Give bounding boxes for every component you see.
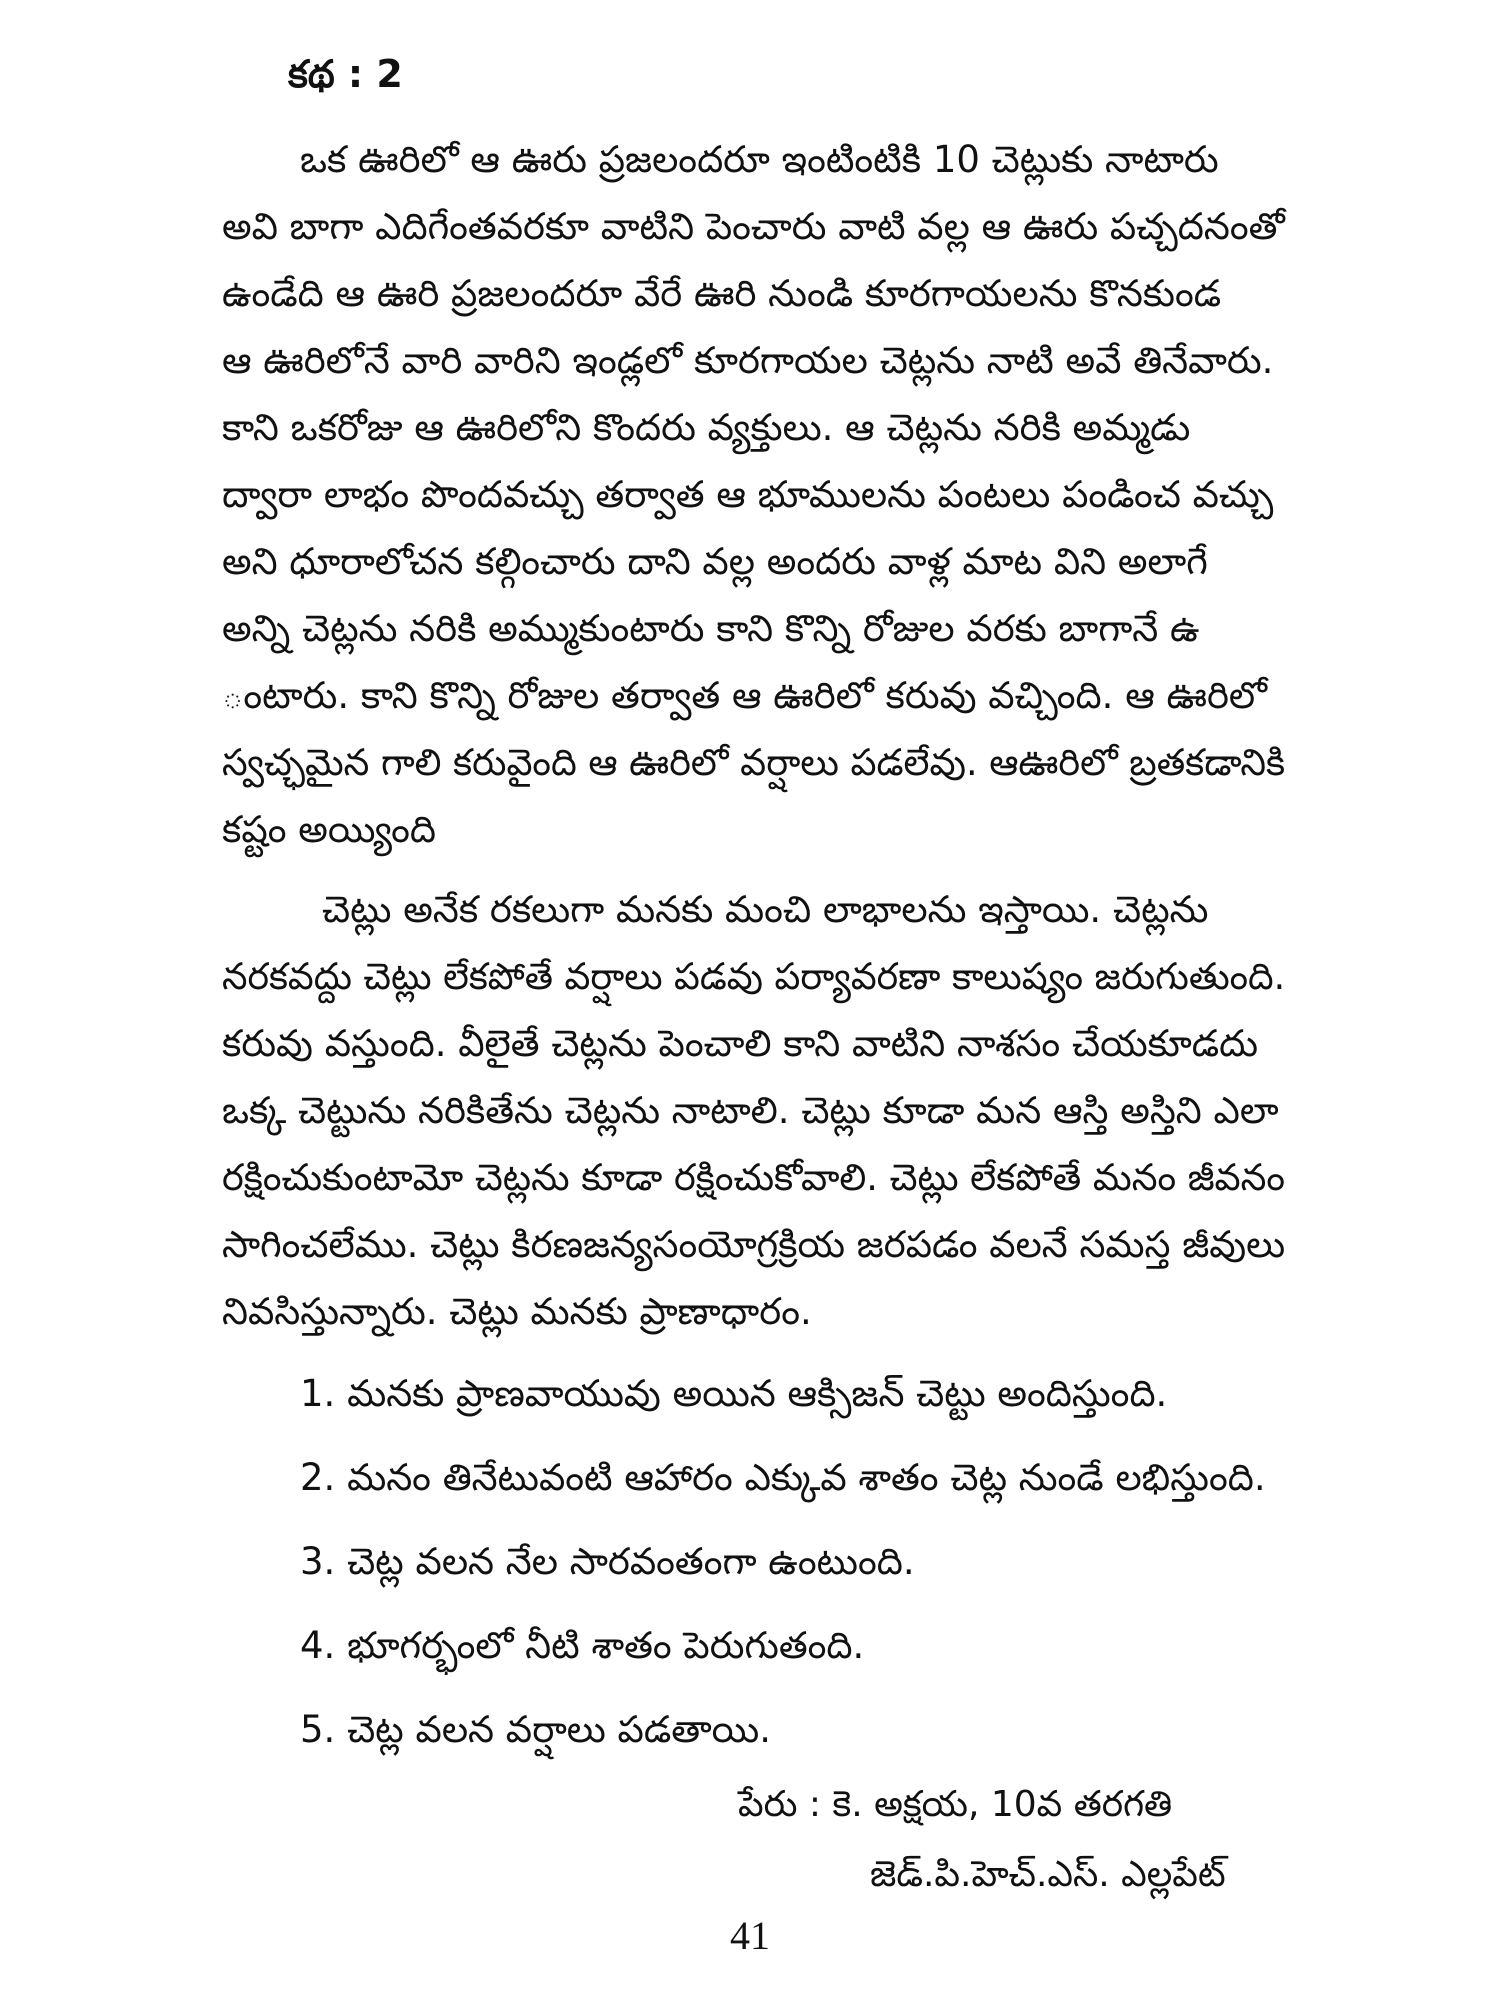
- paragraph-2-line: నివసిస్తున్నారు. చెట్లు మనకు ప్రాణాధారం.: [222, 1290, 812, 1333]
- list-item: 3. చెట్ల వలన నేల సారవంతంగా ఉంటుంది.: [300, 1540, 915, 1583]
- paragraph-2-line: నరకవద్దు చెట్లు లేకపోతే వర్షాలు పడవు పర్యావరణా కాలుష్యం జరుగుతుంది.: [222, 955, 1286, 998]
- list-item: 2. మనం తినేటువంటి ఆహారం ఎక్కువ శాతం చెట్ల నుండే లభిస్తుంది.: [300, 1456, 1266, 1499]
- paragraph-1-line: అన్ని చెట్లను నరికి అమ్ముకుంటారు కాని కొన్ని రోజుల వరకు బాగానే ఉ: [222, 607, 1200, 650]
- author-name-line: పేరు : కె. అక్షయ, 10వ తరగతి: [738, 1784, 1173, 1825]
- page-number: 41: [730, 1913, 770, 1958]
- paragraph-1-line: అవి బాగా ఎదిగేంతవరకూ వాటిని పెంచారు వాటి వల్ల ఆ ఊరు పచ్చదనంతో: [222, 205, 1285, 248]
- paragraph-1-line: ఒక ఊరిలో ఆ ఊరు ప్రజలందరూ ఇంటింటికి 10 చెట్లుకు నాటారు: [300, 138, 1219, 181]
- paragraph-1-line: ఉండేది ఆ ఊరి ప్రజలందరూ వేరే ఊరి నుండి కూరగాయలను కొనకుండ: [222, 272, 1222, 315]
- paragraph-1-line: కాని ఒకరోజు ఆ ఊరిలోని కొందరు వ్యక్తులు. ఆ చెట్లను నరికి అమ్మడు: [222, 406, 1191, 449]
- paragraph-2-line: సాగించలేము. చెట్లు కిరణజన్యసంయోగ్రక్రియ జరపడం వలనే సమస్త జీవులు: [222, 1223, 1286, 1266]
- list-item: 4. భూగర్భంలో నీటి శాతం పెరుగుతంది.: [300, 1624, 865, 1667]
- paragraph-1-line: కష్టం అయ్యింది: [222, 808, 437, 851]
- paragraph-2-line: చెట్లు అనేక రకలుగా మనకు మంచి లాభాలను ఇస్తాయి. చెట్లను: [322, 888, 1209, 931]
- list-item: 1. మనకు ప్రాణవాయువు అయిన ఆక్సిజన్ చెట్టు అందిస్తుంది.: [300, 1372, 1168, 1415]
- paragraph-1-line: ఆ ఊరిలోనే వారి వారిని ఇండ్లలో కూరగాయల చెట్లను నాటి అవే తినేవారు.: [222, 339, 1274, 382]
- paragraph-2-line: ఒక్క చెట్టును నరికితేను చెట్లను నాటాలి. చెట్లు కూడా మన ఆస్తి అస్తిని ఎలా: [222, 1089, 1279, 1132]
- paragraph-1-line: ద్వారా లాభం పొందవచ్చు తర్వాత ఆ భూములను పంటలు పండించ వచ్చు: [222, 473, 1274, 516]
- paragraph-2-line: కరువు వస్తుంది. వీలైతే చెట్లను పెంచాలి కాని వాటిని నాశసం చేయకూడదు: [222, 1022, 1258, 1065]
- list-item: 5. చెట్ల వలన వర్షాలు పడతాయి.: [300, 1708, 772, 1751]
- story-heading: కథ : 2: [288, 52, 403, 96]
- school-name-line: జెడ్.పి.హెచ్.ఎస్. ఎల్లపేట్: [870, 1854, 1226, 1895]
- paragraph-1-line: ంటారు. కాని కొన్ని రోజుల తర్వాత ఆ ఊరిలో కరువు వచ్చింది. ఆ ఊరిలో: [222, 674, 1268, 717]
- paragraph-2-line: రక్షించుకుంటామో చెట్లను కూడా రక్షించుకోవాలి. చెట్లు లేకపోతే మనం జీవనం: [222, 1156, 1285, 1199]
- paragraph-1-line: స్వచ్ఛమైన గాలి కరువైంది ఆ ఊరిలో వర్షాలు పడలేవు. ఆఊరిలో బ్రతకడానికి: [222, 741, 1286, 784]
- paragraph-1-line: అని ధూరాలోచన కల్గించారు దాని వల్ల అందరు వాళ్ల మాట విని అలాగే: [222, 540, 1208, 583]
